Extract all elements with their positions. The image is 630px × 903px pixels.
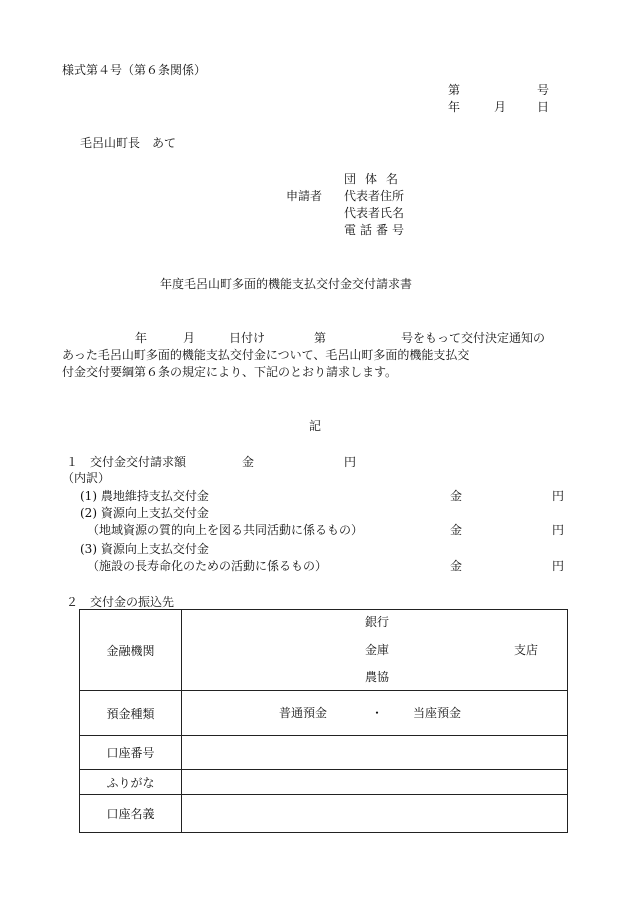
rep-name-label: 代表者氏名: [344, 206, 405, 220]
org-name-label: 団体名: [344, 172, 408, 186]
date-day-label: 日: [537, 100, 550, 114]
row-account-number: [80, 736, 568, 770]
doc-number-suffix: 号: [537, 83, 550, 97]
item3-name: (3) 資源向上支払交付金: [80, 542, 209, 556]
separator-dot: ・: [371, 706, 384, 720]
date-year-label: 年: [448, 100, 461, 114]
item1-yen: 円: [552, 489, 565, 503]
bank-option: 銀行: [365, 615, 390, 629]
body-no: 第: [314, 331, 327, 345]
institution-cell[interactable]: [182, 610, 568, 691]
body-line2: あった毛呂山町多面的機能支払交付金について、毛呂山町多面的機能支払交: [62, 348, 470, 362]
item2-detail: （地域資源の質的向上を図る共同活動に係るもの）: [87, 523, 364, 537]
branch-label: 支店: [514, 643, 539, 657]
bank-transfer-table: [79, 609, 568, 833]
account-name-cell[interactable]: [182, 795, 568, 833]
form-number: 様式第４号（第６条関係）: [62, 63, 207, 77]
item2-name: (2) 資源向上支払交付金: [80, 506, 209, 520]
furigana-label: ふりがな: [80, 770, 182, 795]
section1-yen: 円: [344, 455, 357, 469]
applicant-label: 申請者: [286, 189, 323, 203]
shinkin-option: 金庫: [365, 643, 390, 657]
deposit-type-cell[interactable]: [182, 691, 568, 736]
deposit-type-label: 預金種類: [80, 691, 182, 736]
item3-yen: 円: [552, 559, 565, 573]
doc-number-prefix: 第: [448, 83, 461, 97]
rep-address-label: 代表者住所: [344, 189, 405, 203]
section1-kin: 金: [242, 455, 255, 469]
account-name-label: 口座名義: [80, 795, 182, 833]
row-institution: [80, 610, 568, 691]
phone-label: 電話番号: [344, 223, 409, 237]
document-title: 年度毛呂山町多面的機能支払交付金交付請求書: [160, 277, 413, 291]
section2-label: ２ 交付金の振込先: [66, 595, 175, 609]
section1-label: １ 交付金交付請求額: [66, 455, 187, 469]
item3-kin: 金: [450, 559, 463, 573]
furigana-cell[interactable]: [182, 770, 568, 795]
account-number-cell[interactable]: [182, 736, 568, 770]
body-line1-rest: 号をもって交付決定通知の: [401, 331, 546, 345]
item2-kin: 金: [450, 523, 463, 537]
row-furigana: [80, 770, 568, 795]
institution-label: 金融機関: [80, 610, 182, 691]
body-year: 年: [135, 331, 148, 345]
account-number-label: 口座番号: [80, 736, 182, 770]
body-date: 日付け: [229, 331, 266, 345]
breakdown-label: （内訳）: [62, 471, 111, 485]
body-month: 月: [183, 331, 196, 345]
item1-kin: 金: [450, 489, 463, 503]
nokyo-option: 農協: [365, 670, 390, 684]
ki-heading: 記: [309, 419, 322, 433]
addressee: 毛呂山町長 あて: [80, 136, 177, 150]
row-account-name: [80, 795, 568, 833]
date-month-label: 月: [494, 100, 507, 114]
item2-yen: 円: [552, 523, 565, 537]
body-line3: 付金交付要綱第６条の規定により、下記のとおり請求します。: [62, 365, 398, 379]
row-deposit-type: [80, 691, 568, 736]
toza-option: 当座預金: [413, 706, 462, 720]
futsu-option: 普通預金: [279, 706, 328, 720]
item3-detail: （施設の長寿命化のための活動に係るもの）: [87, 559, 328, 573]
item1-name: (1) 農地維持支払交付金: [80, 489, 209, 503]
